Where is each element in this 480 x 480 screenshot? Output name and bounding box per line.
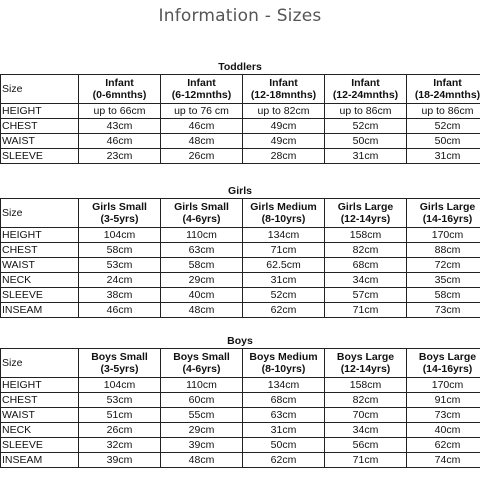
table-cell: 23cm [79, 149, 161, 164]
table-header-row [1, 199, 480, 228]
table-cell: 52cm [243, 288, 325, 303]
column-range: (12-18mnths) [250, 89, 317, 101]
table-cell: 48cm [161, 453, 243, 468]
column-range: (8-10yrs) [261, 213, 306, 225]
row-label: INSEAM [1, 453, 79, 468]
size-table-toddlers [0, 74, 480, 164]
toddlers-section [0, 60, 480, 164]
column-range: (0-6mnths) [92, 89, 147, 101]
table-cell: 158cm [325, 378, 407, 393]
size-column-header [161, 75, 243, 104]
row-label: NECK [1, 423, 79, 438]
row-label: SLEEVE [1, 288, 79, 303]
table-row [1, 119, 480, 134]
table-cell: 31cm [407, 149, 480, 164]
table-cell: 46cm [161, 119, 243, 134]
table-row [1, 104, 480, 119]
table-cell: 32cm [79, 438, 161, 453]
row-label: INSEAM [1, 303, 79, 318]
table-row [1, 303, 480, 318]
column-name: Girls Medium [250, 201, 317, 213]
table-cell: 71cm [325, 453, 407, 468]
table-cell: 74cm [407, 453, 480, 468]
table-cell: 58cm [407, 288, 480, 303]
table-cell: 60cm [161, 393, 243, 408]
table-cell: 24cm [79, 273, 161, 288]
table-cell: 134cm [243, 228, 325, 243]
page-title: Information - Sizes [158, 6, 322, 26]
row-label: CHEST [1, 393, 79, 408]
table-cell: 73cm [407, 408, 480, 423]
row-label: HEIGHT [1, 228, 79, 243]
table-cell: 58cm [161, 258, 243, 273]
table-cell: 62cm [243, 453, 325, 468]
table-cell: 55cm [161, 408, 243, 423]
table-cell: 88cm [407, 243, 480, 258]
table-cell: 46cm [79, 303, 161, 318]
table-cell: up to 76 cm [161, 104, 243, 119]
size-column-header [161, 349, 243, 378]
table-cell: 50cm [243, 438, 325, 453]
size-column-header [243, 349, 325, 378]
table-cell: 82cm [325, 393, 407, 408]
table-row [1, 393, 480, 408]
row-label: SLEEVE [1, 438, 79, 453]
size-column-header [325, 349, 407, 378]
table-row [1, 378, 480, 393]
table-cell: 31cm [243, 273, 325, 288]
table-cell: 68cm [325, 258, 407, 273]
table-cell: 46cm [79, 134, 161, 149]
column-range: (4-6yrs) [182, 363, 221, 375]
row-label: CHEST [1, 119, 79, 134]
size-column-header [79, 75, 161, 104]
row-label: CHEST [1, 243, 79, 258]
column-name: Boys Small [173, 351, 230, 363]
size-table-boys [0, 348, 480, 468]
table-cell: 43cm [79, 119, 161, 134]
table-cell: 29cm [161, 273, 243, 288]
table-cell: 158cm [325, 228, 407, 243]
row-label: WAIST [1, 258, 79, 273]
table-header-row [1, 349, 480, 378]
table-cell: 49cm [243, 119, 325, 134]
section-title: Boys [227, 335, 253, 347]
size-table-girls [0, 198, 480, 318]
table-cell: 26cm [79, 423, 161, 438]
column-name: Girls Small [92, 201, 147, 213]
column-range: (12-14yrs) [340, 213, 391, 225]
table-cell: 104cm [79, 378, 161, 393]
table-cell: 91cm [407, 393, 480, 408]
size-column-header [243, 75, 325, 104]
column-range: (3-5yrs) [100, 213, 139, 225]
girls-section [0, 184, 480, 318]
table-cell: 31cm [325, 149, 407, 164]
column-name: Infant [269, 77, 298, 89]
size-column-header [407, 75, 480, 104]
table-cell: up to 82cm [243, 104, 325, 119]
size-column-header [407, 199, 480, 228]
column-name: Infant [351, 77, 380, 89]
table-cell: up to 86cm [407, 104, 480, 119]
table-row [1, 408, 480, 423]
table-row [1, 149, 480, 164]
column-name: Infant [433, 77, 462, 89]
table-cell: 58cm [79, 243, 161, 258]
table-cell: 104cm [79, 228, 161, 243]
column-range: (12-24mnths) [332, 89, 399, 101]
table-cell: 40cm [161, 288, 243, 303]
table-cell: 34cm [325, 273, 407, 288]
table-cell: 62cm [407, 438, 480, 453]
table-cell: 48cm [161, 303, 243, 318]
table-cell: 26cm [161, 149, 243, 164]
row-label: WAIST [1, 134, 79, 149]
table-cell: 71cm [325, 303, 407, 318]
table-cell: 50cm [325, 134, 407, 149]
table-cell: 63cm [161, 243, 243, 258]
column-name: Girls Large [337, 201, 394, 213]
row-label: HEIGHT [1, 378, 79, 393]
column-name: Boys Medium [249, 351, 318, 363]
column-name: Boys Small [91, 351, 148, 363]
table-cell: 35cm [407, 273, 480, 288]
table-cell: 40cm [407, 423, 480, 438]
column-range: (3-5yrs) [100, 363, 139, 375]
table-cell: 28cm [243, 149, 325, 164]
table-cell: up to 66cm [79, 104, 161, 119]
size-column-header [325, 199, 407, 228]
table-cell: 29cm [161, 423, 243, 438]
size-column-header [407, 349, 480, 378]
table-cell: 62.5cm [243, 258, 325, 273]
table-cell: 73cm [407, 303, 480, 318]
column-range: (14-16yrs) [422, 213, 473, 225]
table-cell: 52cm [407, 119, 480, 134]
table-cell: 68cm [243, 393, 325, 408]
size-column-header [325, 75, 407, 104]
table-cell: 82cm [325, 243, 407, 258]
row-label: WAIST [1, 408, 79, 423]
column-name: Boys Large [336, 351, 395, 363]
column-range: (12-14yrs) [340, 363, 391, 375]
size-column-header: Size [1, 349, 79, 378]
table-cell: 70cm [325, 408, 407, 423]
column-range: (14-16yrs) [422, 363, 473, 375]
table-cell: 71cm [243, 243, 325, 258]
section-title: Girls [228, 185, 252, 197]
size-column-header: Size [1, 75, 79, 104]
table-cell: 52cm [325, 119, 407, 134]
table-row [1, 438, 480, 453]
table-row [1, 258, 480, 273]
row-label: SLEEVE [1, 149, 79, 164]
table-row [1, 228, 480, 243]
table-cell: 49cm [243, 134, 325, 149]
table-cell: 110cm [161, 378, 243, 393]
table-row [1, 423, 480, 438]
size-column-header [243, 199, 325, 228]
row-label: HEIGHT [1, 104, 79, 119]
size-column-header [79, 349, 161, 378]
column-range: (8-10yrs) [261, 363, 306, 375]
table-header-row [1, 75, 480, 104]
table-cell: 170cm [407, 228, 480, 243]
size-column-header: Size [1, 199, 79, 228]
table-cell: 57cm [325, 288, 407, 303]
column-range: (4-6yrs) [182, 213, 221, 225]
row-label: NECK [1, 273, 79, 288]
column-name: Girls Small [174, 201, 229, 213]
table-row [1, 453, 480, 468]
table-cell: 38cm [79, 288, 161, 303]
table-cell: 170cm [407, 378, 480, 393]
table-row [1, 273, 480, 288]
column-name: Infant [187, 77, 216, 89]
table-cell: 50cm [407, 134, 480, 149]
table-cell: 39cm [79, 453, 161, 468]
table-cell: 51cm [79, 408, 161, 423]
table-row [1, 243, 480, 258]
column-name: Girls Large [419, 201, 476, 213]
table-row [1, 134, 480, 149]
table-cell: 63cm [243, 408, 325, 423]
column-name: Boys Large [418, 351, 477, 363]
table-cell: up to 86cm [325, 104, 407, 119]
size-column-header [79, 199, 161, 228]
table-row [1, 288, 480, 303]
table-cell: 31cm [243, 423, 325, 438]
table-cell: 48cm [161, 134, 243, 149]
column-name: Infant [105, 77, 134, 89]
column-range: (6-12mnths) [171, 89, 232, 101]
table-cell: 39cm [161, 438, 243, 453]
table-cell: 134cm [243, 378, 325, 393]
table-cell: 62cm [243, 303, 325, 318]
table-cell: 56cm [325, 438, 407, 453]
table-cell: 72cm [407, 258, 480, 273]
table-cell: 110cm [161, 228, 243, 243]
column-range: (18-24mnths) [414, 89, 480, 101]
table-cell: 53cm [79, 393, 161, 408]
table-cell: 34cm [325, 423, 407, 438]
section-title: Toddlers [218, 61, 262, 73]
boys-section [0, 334, 480, 468]
table-cell: 53cm [79, 258, 161, 273]
size-column-header [161, 199, 243, 228]
